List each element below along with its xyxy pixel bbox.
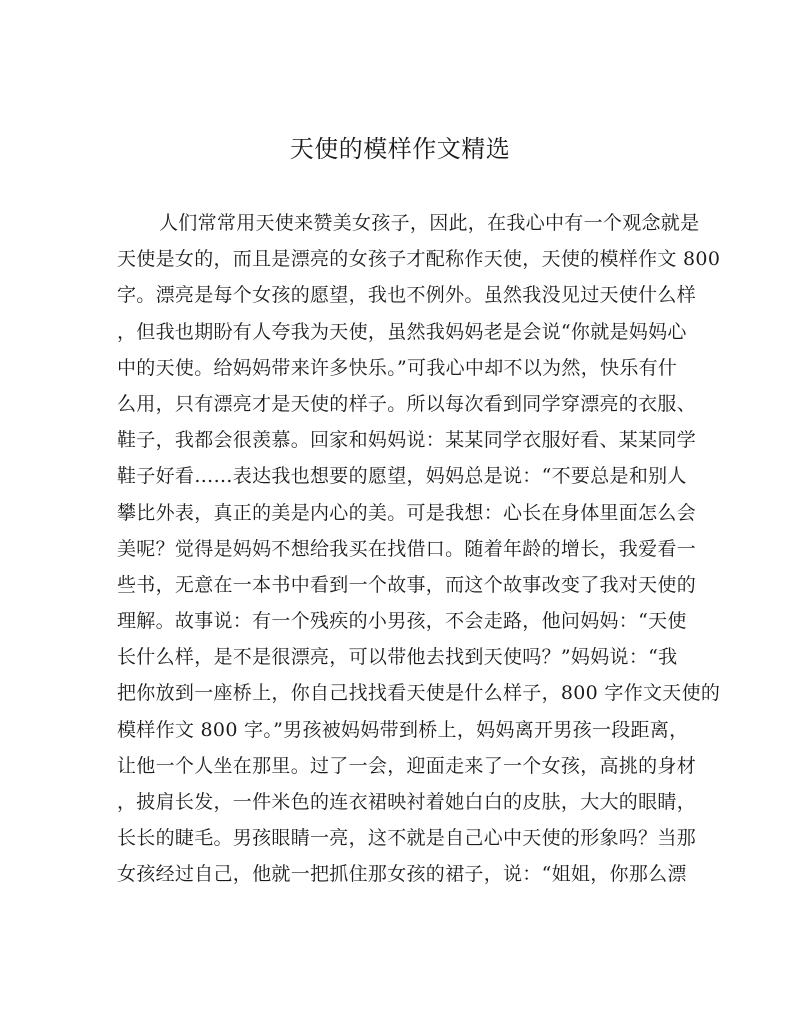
paragraph-line: 天使是女的，而且是漂亮的女孩子才配称作天使，天使的模样作文 800 [117,248,721,271]
paragraph-line: 女孩经过自己，他就一把抓住那女孩的裙子，说：“姐姐，你那么漂 [117,863,687,886]
paragraph-line: ，但我也期盼有人夸我为天使，虽然我妈妈老是会说“你就是妈妈心 [117,320,687,343]
paragraph-line: 人们常常用天使来赞美女孩子，因此，在我心中有一个观念就是 [159,212,700,234]
paragraph-line: ，披肩长发，一件米色的连衣裙映衬着她白白的皮肤，大大的眼睛， [117,791,697,813]
paragraph-line: 字。漂亮是每个女孩的愿望，我也不例外。虽然我没见过天使什么样 [117,284,697,307]
paragraph-line: 模样作文 800 字。”男孩被妈妈带到桥上，妈妈离开男孩一段距离， [117,718,689,741]
paragraph-line: 把你放到一座桥上，你自己找找看天使是什么样子，800 字作文天使的 [117,682,721,705]
paragraph-line: 美呢？觉得是妈妈不想给我买在找借口。随着年龄的增长，我爱看一 [117,537,697,560]
document-body [117,209,721,897]
paragraph-line: 么用，只有漂亮才是天使的样子。所以每次看到同学穿漂亮的衣服、 [117,392,697,415]
paragraph-line: 些书，无意在一本书中看到一个故事，而这个故事改变了我对天使的 [117,573,697,596]
paragraph-line: 中的天使。给妈妈带来许多快乐。”可我心中却不以为然，快乐有什 [117,356,678,379]
paragraph-line: 鞋子好看……表达我也想要的愿望，妈妈总是说：“不要总是和别人 [117,465,687,488]
paragraph-line: 长什么样，是不是很漂亮，可以带他去找到天使吗？”妈妈说：“我 [117,646,678,669]
paragraph-line: 让他一个人坐在那里。过了一会，迎面走来了一个女孩，高挑的身材 [117,754,697,777]
paragraph-line: 鞋子，我都会很羡慕。回家和妈妈说：某某同学衣服好看、某某同学 [117,429,697,452]
document-title: 天使的模样作文精选 [289,135,511,163]
paragraph-line: 攀比外表，真正的美是内心的美。可是我想：心长在身体里面怎么会 [117,501,697,524]
paragraph-line: 理解。故事说：有一个残疾的小男孩，不会走路，他问妈妈：“天使 [117,610,687,633]
paragraph-line: 长长的睫毛。男孩眼睛一亮，这不就是自己心中天使的形象吗？当那 [117,827,697,850]
